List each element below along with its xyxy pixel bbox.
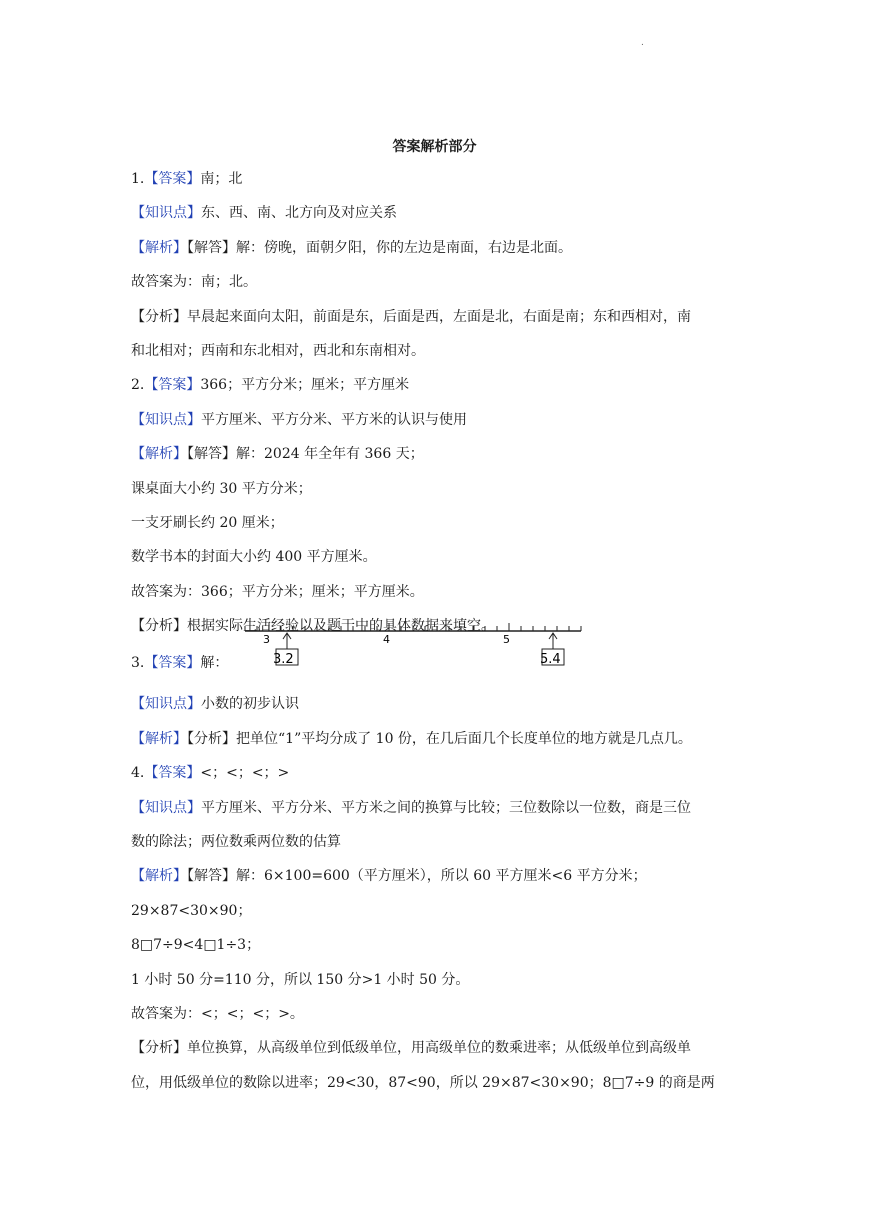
answer-content [131,164,743,1102]
q2-solve: 解：2024 年全年有 366 天； [236,446,424,463]
q4-solve: 解：6×100=600（平方厘米），所以 60 平方厘米<6 平方分米； [236,868,647,885]
analysis-tag: 【解析】 [131,730,187,747]
q1-conclusion: 故答案为：南；北。 [131,274,257,291]
number-line-ticks [245,623,581,631]
q3-knowledge: 小数的初步认识 [201,696,299,713]
q4-solve-line [131,861,743,895]
answer-tag: 【答案】 [144,655,201,672]
knowledge-tag: 【知识点】 [131,696,201,713]
q2-line-3: 一支牙刷长约 20 厘米； [131,514,284,531]
value-5-4: 5.4 [540,652,561,668]
q1-knowledge: 东、西、南、北方向及对应关系 [201,205,397,222]
q4-fenxi-1: 单位换算，从高级单位到低级单位，用高级单位的数乘进率；从低级单位到高级单 [187,1040,691,1057]
q2-number: 2. [131,377,145,394]
q2-line-4: 数学书本的封面大小约 400 平方厘米。 [131,549,377,566]
q4-number: 4. [131,765,145,782]
q2-solve-line [131,439,743,473]
header-dot: . [641,38,644,48]
answer-tag: 【答案】 [144,377,201,394]
number-line-figure [243,623,587,675]
q2-conclusion: 故答案为：366；平方分米；厘米；平方厘米。 [131,583,424,600]
q3-number: 3. [131,655,145,672]
q3-answer-row [131,633,743,689]
knowledge-tag: 【知识点】 [131,799,201,816]
q2-line-2: 课桌面大小约 30 平方分米； [131,480,312,497]
solve-tag: 【解答】 [187,446,236,463]
page-title: 答案解析部分 [392,139,477,155]
q3-fenxi-line [131,724,743,758]
answer-tag: 【答案】 [144,171,201,187]
q2-answer: 366；平方分米；厘米；平方厘米 [200,377,410,394]
q2-answer-line [131,370,743,404]
tick-label-3: 3 [263,633,270,647]
q1-number: 1. [131,171,145,187]
q4-knowledge-2: 数的除法；两位数乘两位数的估算 [131,834,341,851]
q4-fenxi-line [131,1033,743,1067]
q1-fenxi-1: 早晨起来面向太阳，前面是东，后面是西，左面是北，右面是南；东和西相对，南 [187,308,691,325]
q4-knowledge-line [131,793,743,827]
q4-line-3: 8□7÷9<4□1÷3； [131,937,261,954]
solve-tag: 【解答】 [187,239,236,256]
q4-answer-line [131,758,743,792]
knowledge-tag: 【知识点】 [131,205,201,222]
q1-answer-line [131,164,743,198]
analysis-tag: 【解析】 [131,868,187,885]
q4-fenxi-2: 位，用低级单位的数除以进率；29<30，87<90，所以 29×87<30×90；8□7÷9 的商是两 [131,1074,715,1091]
q3-knowledge-line [131,689,743,723]
analysis-tag: 【解析】 [131,239,187,256]
q2-knowledge-line [131,405,743,439]
q4-conclusion: 故答案为：<；<；<；>。 [131,1005,304,1022]
fenxi-tag: 【分析】 [131,618,187,635]
q1-fenxi-2: 和北相对；西南和东北相对，西北和东南相对。 [131,342,425,359]
q3-answer-prefix: 解： [200,655,229,672]
fenxi-tag: 【分析】 [131,1040,187,1057]
q4-answer: <；<；<；> [200,765,290,782]
q1-answer: 南；北 [200,171,243,187]
answer-tag: 【答案】 [144,765,201,782]
q2-fenxi: 根据实际生活经验以及题干中的具体数据来填空。 [187,618,495,635]
solve-tag: 【解答】 [187,868,236,885]
fenxi-tag: 【分析】 [187,730,236,747]
q3-fenxi: 把单位“1”平均分成了 10 份，在几后面几个长度单位的地方就是几点几。 [236,730,692,747]
analysis-tag: 【解析】 [131,446,187,463]
q4-line-2: 29×87<30×90； [131,902,252,919]
q1-solve-line [131,233,743,267]
q4-knowledge-1: 平方厘米、平方分米、平方米之间的换算与比较；三位数除以一位数，商是三位 [201,799,691,816]
tick-label-5: 5 [503,633,510,647]
q1-solve: 解：傍晚，面朝夕阳，你的左边是南面，右边是北面。 [236,239,572,256]
fenxi-tag: 【分析】 [131,308,187,325]
value-3-2: 3.2 [273,652,294,668]
tick-label-4: 4 [383,633,390,647]
q2-knowledge: 平方厘米、平方分米、平方米的认识与使用 [201,411,467,428]
q4-line-4: 1 小时 50 分=110 分，所以 150 分>1 小时 50 分。 [131,971,470,988]
q3-answer-label [131,653,228,673]
q1-knowledge-line [131,198,743,232]
q1-fenxi-line [131,302,743,336]
knowledge-tag: 【知识点】 [131,411,201,428]
